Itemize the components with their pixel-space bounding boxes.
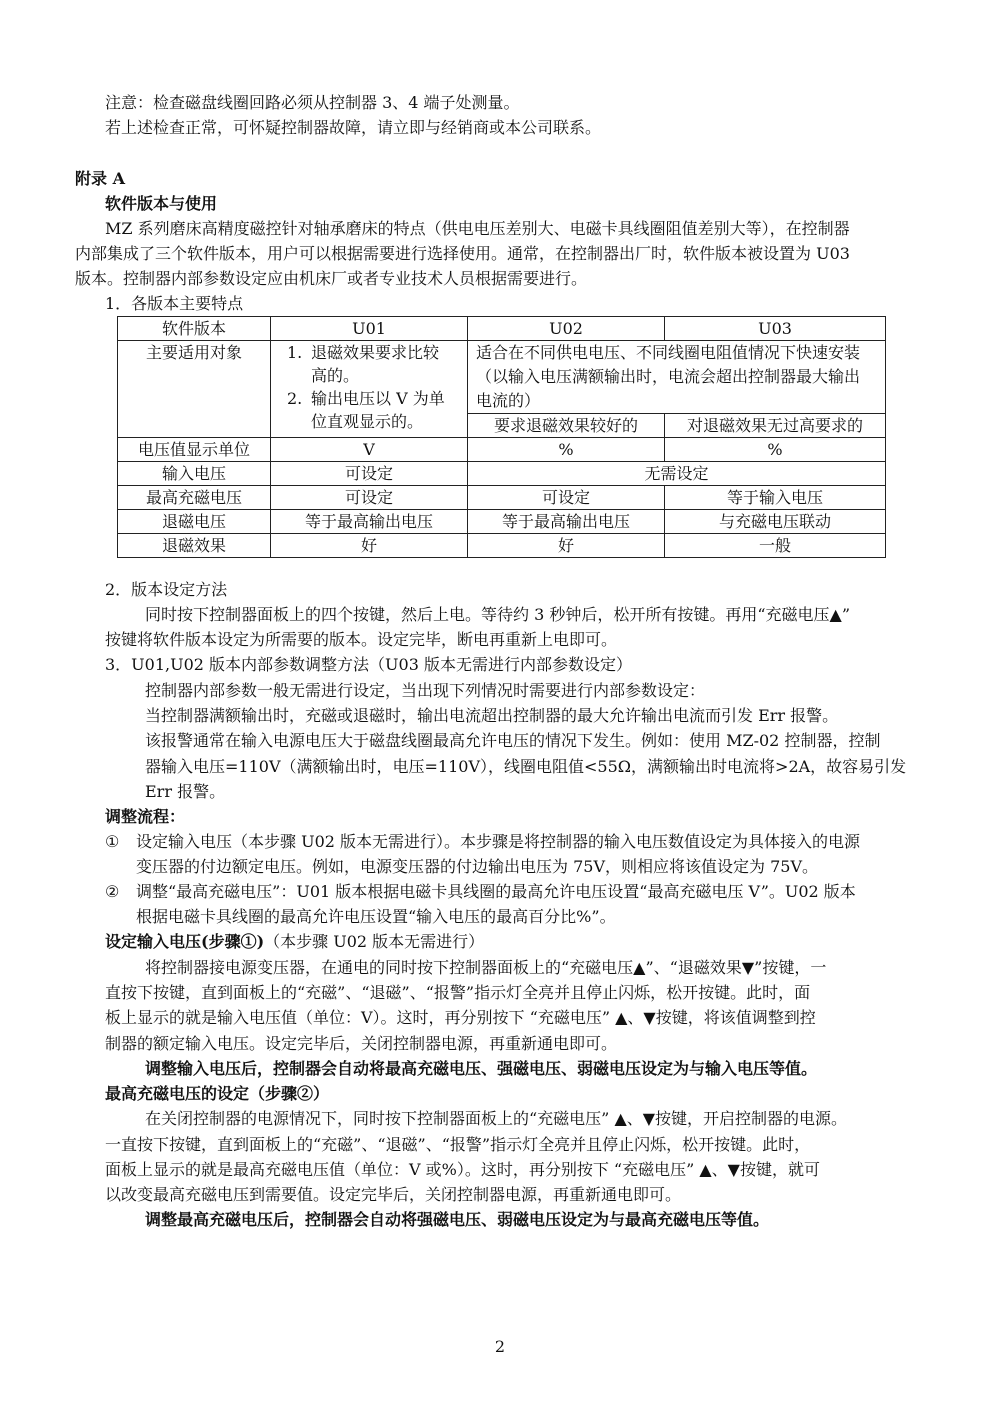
u02-u03-target-cell: 适合在不同供电电压、不同线圈电阻值情况下快速安装（以输入电压满额输出时，电流会超出控制器最大输出电流的） — [468, 341, 886, 414]
paragraph-line: 一直按下按键，直到面板上的“充磁”、“退磁”、“报警”指示灯全亮并且停止闪烁，松开按键。此时， — [105, 1135, 811, 1154]
table-header-cell: U02 — [468, 317, 665, 341]
paragraph-line: 器输入电压=110V（满额输出时，电压=110V），线圈电阻值<55Ω，满额输出时电流将>2A，故容易引发 — [145, 757, 907, 776]
table-row-label: 输入电压 — [118, 462, 271, 486]
table-row-label: 退磁效果 — [118, 534, 271, 558]
u01-target-cell — [271, 341, 468, 438]
table-row — [118, 462, 886, 486]
page-number: 2 — [494, 1337, 506, 1356]
paragraph-line: 将控制器接电源变压器，在通电的同时按下控制器面板上的“充磁电压▲”、“退磁效果▼”按键，一 — [145, 958, 827, 977]
table-row-label: 退磁电压 — [118, 510, 271, 534]
table-cell: 对退磁效果无过高要求的 — [665, 414, 886, 438]
table-cell: 可设定 — [271, 462, 468, 486]
appendix-title: 附录 A — [75, 169, 125, 188]
table-cell: % — [468, 438, 665, 462]
table-cell: 可设定 — [271, 486, 468, 510]
flow-title: 调整流程： — [105, 807, 186, 826]
paragraph-line: Err 报警。 — [145, 782, 226, 801]
table-row — [118, 486, 886, 510]
table-row-label: 电压值显示单位 — [118, 438, 271, 462]
paragraph-line: 板上显示的就是输入电压值（单位：V）。这时，再分别按下 “充磁电压” ▲、▼按键，将该值调整到控 — [105, 1008, 816, 1027]
flow-step-line: 变压器的付边额定电压。例如，电源变压器的付边输出电压为 75V，则相应将该值设定为 75V。 — [136, 857, 819, 876]
table-cell: 好 — [468, 534, 665, 558]
table-cell: V — [271, 438, 468, 462]
list-item: 1. 退磁效果要求比较高的。 — [287, 343, 440, 385]
table-cell: 要求退磁效果较好的 — [468, 414, 665, 438]
subheading-2: 2．版本设定方法 — [105, 580, 228, 599]
flow-step-line: 根据电磁卡具线圈的最高允许电压设置“输入电压的最高百分比%”。 — [136, 907, 616, 926]
subheading-3: 3．U01,U02 版本内部参数调整方法（U03 版本无需进行内部参数设定） — [105, 655, 632, 674]
table-row-label: 最高充磁电压 — [118, 486, 271, 510]
table-cell: % — [665, 438, 886, 462]
table-cell: 一般 — [665, 534, 886, 558]
paragraph-line: 该报警通常在输入电源电压大于磁盘线圈最高允许电压的情况下发生。例如：使用 MZ-02 控制器，控制 — [145, 731, 881, 750]
table-row-label: 主要适用对象 — [118, 341, 271, 438]
table-cell: 等于最高输出电压 — [468, 510, 665, 534]
flow-step-line: 调整“最高充磁电压”：U01 版本根据电磁卡具线圈的最高允许电压设置“最高充磁电压 V”。U02 版本 — [136, 882, 856, 901]
paragraph-line: 当控制器满额输出时，充磁或退磁时，输出电流超出控制器的最大允许输出电流而引发 Err 报警。 — [145, 706, 839, 725]
table-row — [118, 510, 886, 534]
flow-step-line: 设定输入电压（本步骤 U02 版本无需进行）。本步骤是将控制器的输入电压数值设定为具体接入的电源 — [136, 832, 861, 851]
table-cell: 等于输入电压 — [665, 486, 886, 510]
paragraph-line: 按键将软件版本设定为所需要的版本。设定完毕，断电再重新上电即可。 — [105, 630, 618, 649]
table-row — [118, 341, 886, 414]
step2-emphasis: 调整最高充磁电压后，控制器会自动将强磁电压、弱磁电压设定为与最高充磁电压等值。 — [145, 1210, 770, 1229]
paragraph-line: 同时按下控制器面板上的四个按键，然后上电。等待约 3 秒钟后，松开所有按键。再用“充磁电压▲” — [145, 605, 851, 624]
table-row — [118, 534, 886, 558]
step2-title: 最高充磁电压的设定（步骤②） — [105, 1084, 330, 1103]
subheading-1: 1．各版本主要特点 — [105, 294, 244, 313]
intro-line: 版本。控制器内部参数设定应由机床厂或者专业技术人员根据需要进行。 — [75, 269, 588, 288]
paragraph-line: 制器的额定输入电压。设定完毕后，关闭控制器电源，再重新通电即可。 — [105, 1034, 618, 1053]
flow-step-marker: ② — [105, 882, 120, 901]
intro-line: 内部集成了三个软件版本，用户可以根据需要进行选择使用。通常，在控制器出厂时，软件版本被设置为 U03 — [75, 244, 850, 263]
intro-line: MZ 系列磨床高精度磁控针对轴承磨床的特点（供电电压差别大、电磁卡具线圈阻值差别大等），在控制器 — [105, 219, 850, 238]
paragraph-line: 控制器内部参数一般无需进行设定，当出现下列情况时需要进行内部参数设定： — [145, 681, 706, 700]
list-item: 2. 输出电压以 V 为单位直观显示的。 — [287, 389, 445, 431]
table-row — [118, 438, 886, 462]
table-cell: 好 — [271, 534, 468, 558]
section-title: 软件版本与使用 — [105, 194, 218, 213]
table-header-cell: U03 — [665, 317, 886, 341]
note-line: 若上述检查正常，可怀疑控制器故障，请立即与经销商或本公司联系。 — [105, 118, 602, 137]
paragraph-line: 直按下按键，直到面板上的“充磁”、“退磁”、“报警”指示灯全亮并且停止闪烁，松开按键。此时，面 — [105, 983, 811, 1002]
table-cell: 与充磁电压联动 — [665, 510, 886, 534]
note-line: 注意：检查磁盘线圈回路必须从控制器 3、4 端子处测量。 — [105, 93, 520, 112]
table-header-cell: U01 — [271, 317, 468, 341]
table-cell: 可设定 — [468, 486, 665, 510]
step1-title: 设定输入电压(步骤①) — [105, 932, 265, 951]
step1-heading — [105, 931, 484, 953]
paragraph-line: 面板上显示的就是最高充磁电压值（单位：V 或%）。这时，再分别按下 “充磁电压” ▲、▼按键，就可 — [105, 1160, 820, 1179]
table-cell: 等于最高输出电压 — [271, 510, 468, 534]
step1-emphasis: 调整输入电压后，控制器会自动将最高充磁电压、强磁电压、弱磁电压设定为与输入电压等值。 — [145, 1059, 818, 1078]
version-feature-table — [117, 316, 886, 558]
flow-step-marker: ① — [105, 832, 120, 851]
table-header-row — [118, 317, 886, 341]
table-header-cell: 软件版本 — [118, 317, 271, 341]
table-cell: 无需设定 — [468, 462, 886, 486]
step1-note: （本步骤 U02 版本无需进行） — [264, 932, 485, 951]
paragraph-line: 在关闭控制器的电源情况下，同时按下控制器面板上的“充磁电压” ▲、▼按键，开启控制器的电源。 — [145, 1109, 848, 1128]
paragraph-line: 以改变最高充磁电压到需要值。设定完毕后，关闭控制器电源，再重新通电即可。 — [105, 1185, 682, 1204]
